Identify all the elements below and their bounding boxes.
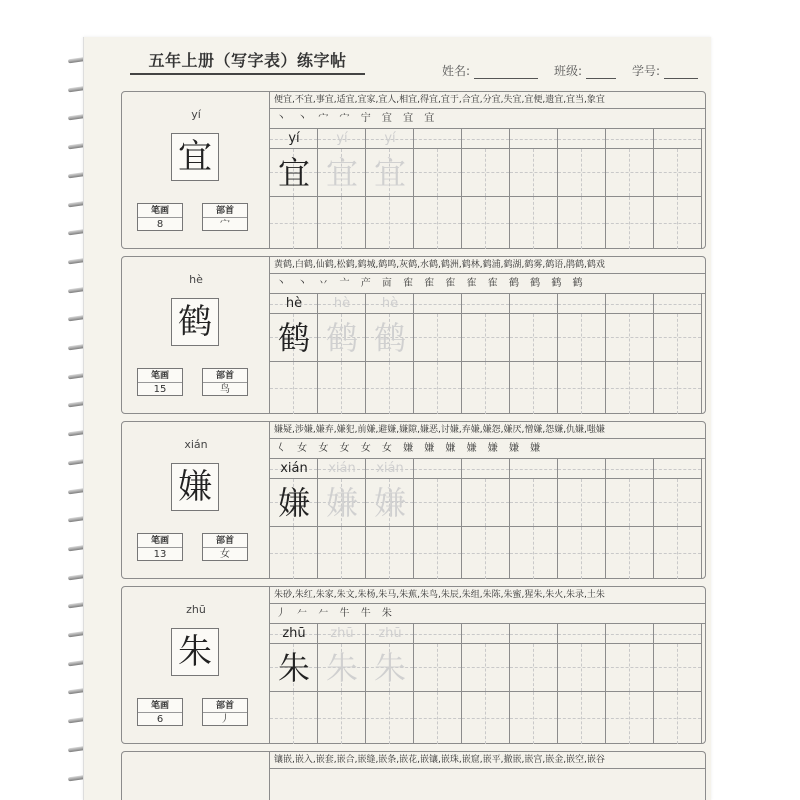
- model-character: 鹤: [171, 298, 219, 346]
- pinyin-cell[interactable]: [270, 624, 318, 644]
- character-trace: 嫌: [325, 484, 358, 522]
- writing-cell[interactable]: [366, 314, 414, 362]
- word-list: 便宜,不宜,事宜,适宜,宜家,宜人,相宜,得宜,宜于,合宜,分宜,失宜,宜便,遗宜,宜当,象宜: [270, 92, 706, 109]
- radical-label: 部首: [203, 204, 247, 218]
- student-id-label: 学号:: [632, 64, 661, 78]
- pinyin-cell[interactable]: [510, 294, 558, 314]
- writing-cell[interactable]: [558, 149, 606, 197]
- writing-cell[interactable]: [366, 197, 414, 249]
- stroke-count-box: [137, 368, 183, 396]
- pinyin-cell[interactable]: [462, 459, 510, 479]
- practice-grid: [270, 459, 706, 579]
- character-trace: 嫌: [373, 484, 406, 522]
- writing-cell[interactable]: [318, 149, 366, 197]
- writing-cell[interactable]: [462, 527, 510, 579]
- pinyin-cell[interactable]: [414, 129, 462, 149]
- word-list: 朱砂,朱红,朱家,朱文,朱杨,朱马,朱蕉,朱鸟,朱辰,朱组,朱陈,朱蜜,猩朱,朱火,朱录,土朱: [270, 587, 706, 604]
- writing-cell[interactable]: [366, 644, 414, 692]
- writing-cell[interactable]: [270, 314, 318, 362]
- writing-cell[interactable]: [318, 197, 366, 249]
- pinyin-cell[interactable]: [270, 294, 318, 314]
- character-trace: 鹤: [373, 319, 406, 357]
- writing-cell[interactable]: [270, 479, 318, 527]
- pinyin-trace: yí: [336, 131, 348, 146]
- pinyin-cell[interactable]: [366, 129, 414, 149]
- character-trace: 朱: [325, 649, 358, 687]
- writing-cell[interactable]: [606, 527, 654, 579]
- writing-cell[interactable]: [606, 362, 654, 414]
- stroke-count-value: 8: [156, 219, 164, 230]
- writing-cell[interactable]: [606, 479, 654, 527]
- writing-cell[interactable]: [318, 314, 366, 362]
- pinyin-cell[interactable]: [318, 459, 366, 479]
- pinyin-trace: zhū: [378, 626, 402, 641]
- pinyin-trace: xián: [328, 461, 356, 476]
- radical-value: 丿: [220, 714, 230, 725]
- writing-cell[interactable]: [558, 362, 606, 414]
- stroke-count-value: 13: [153, 549, 167, 560]
- character-pinyin: yí: [191, 108, 201, 121]
- writing-cell[interactable]: [606, 149, 654, 197]
- model-character: 嫌: [171, 463, 219, 511]
- character-info: [122, 92, 270, 248]
- writing-cell[interactable]: [606, 644, 654, 692]
- practice-area: [270, 752, 706, 800]
- writing-cell[interactable]: [414, 314, 462, 362]
- pinyin-trace: hè: [333, 296, 351, 311]
- stroke-count-label: 笔画: [138, 534, 182, 548]
- name-field[interactable]: [442, 62, 538, 79]
- pinyin-cell[interactable]: [462, 129, 510, 149]
- pinyin-cell[interactable]: [318, 624, 366, 644]
- writing-cell[interactable]: [414, 479, 462, 527]
- writing-cell[interactable]: [654, 644, 702, 692]
- stroke-order: 丶 丶 丷 亠 产 㐭 隺 隺 隺 隺 隺 鹤 鹤 鹤 鹤: [270, 274, 706, 294]
- writing-cell[interactable]: [414, 362, 462, 414]
- radical-box: [202, 698, 248, 726]
- writing-cell[interactable]: [318, 362, 366, 414]
- character-pinyin: xián: [184, 438, 208, 451]
- pinyin-cell[interactable]: [414, 294, 462, 314]
- pinyin-cell[interactable]: [654, 459, 702, 479]
- writing-cell[interactable]: [270, 362, 318, 414]
- page-header: [130, 48, 710, 82]
- pinyin-cell[interactable]: [558, 459, 606, 479]
- pinyin-cell[interactable]: [558, 129, 606, 149]
- writing-cell[interactable]: [510, 362, 558, 414]
- stroke-order: 𡿨 女 女 女 女 女 嫌 嫌 嫌 嫌 嫌 嫌 嫌: [270, 439, 706, 459]
- writing-cell[interactable]: [510, 527, 558, 579]
- class-blank[interactable]: [586, 67, 616, 79]
- writing-cell[interactable]: [654, 527, 702, 579]
- pinyin-cell[interactable]: [366, 294, 414, 314]
- pinyin-cell[interactable]: [558, 294, 606, 314]
- writing-cell[interactable]: [510, 149, 558, 197]
- radical-label: 部首: [203, 699, 247, 713]
- name-label: 姓名:: [442, 64, 471, 78]
- writing-cell[interactable]: [462, 692, 510, 744]
- pinyin-cell[interactable]: [414, 459, 462, 479]
- pinyin-cell[interactable]: [510, 624, 558, 644]
- pinyin-cell[interactable]: [606, 624, 654, 644]
- writing-cell[interactable]: [558, 479, 606, 527]
- pinyin-sample: hè: [285, 296, 303, 311]
- character-sample: 朱: [277, 649, 310, 687]
- writing-cell[interactable]: [318, 692, 366, 744]
- character-block: [121, 586, 706, 744]
- practice-area: [270, 92, 706, 248]
- character-trace: 宜: [325, 154, 358, 192]
- pinyin-cell[interactable]: [510, 459, 558, 479]
- writing-cell[interactable]: [462, 197, 510, 249]
- writing-cell[interactable]: [558, 527, 606, 579]
- practice-grid: [270, 129, 706, 249]
- radical-value: 女: [220, 549, 230, 560]
- writing-cell[interactable]: [270, 644, 318, 692]
- title-underline: [130, 73, 365, 75]
- word-list: 嫌疑,涉嫌,嫌弃,嫌犯,前嫌,避嫌,嫌隙,嫌恶,讨嫌,弃嫌,嫌怨,嫌厌,憎嫌,怨嫌,仇嫌,嗤嫌: [270, 422, 706, 439]
- character-block: [121, 256, 706, 414]
- stroke-order: 丿 𠂉 𠂉 牛 牛 朱: [270, 604, 706, 624]
- writing-cell[interactable]: [558, 197, 606, 249]
- pinyin-cell[interactable]: [318, 294, 366, 314]
- writing-cell[interactable]: [462, 362, 510, 414]
- radical-box: [202, 368, 248, 396]
- writing-cell[interactable]: [366, 692, 414, 744]
- student-id-field[interactable]: [632, 62, 698, 79]
- writing-cell[interactable]: [318, 644, 366, 692]
- character-pinyin: zhū: [186, 603, 206, 616]
- character-block: [121, 751, 706, 800]
- writing-cell[interactable]: [366, 362, 414, 414]
- writing-cell[interactable]: [606, 197, 654, 249]
- radical-box: [202, 203, 248, 231]
- stroke-order: 丶 丶 宀 宀 宁 宜 宜 宜: [270, 109, 706, 129]
- word-list: 镶嵌,嵌入,嵌套,嵌合,嵌缝,嵌条,嵌花,嵌镶,嵌珠,嵌窟,嵌平,撤嵌,嵌宫,嵌金,嵌空,嵌谷: [270, 752, 706, 769]
- pinyin-sample: zhū: [282, 626, 306, 641]
- character-info: [122, 587, 270, 743]
- radical-value: 宀: [220, 219, 230, 230]
- pinyin-cell[interactable]: [558, 624, 606, 644]
- page-title: 五年上册（写字表）练字帖: [148, 51, 347, 70]
- writing-cell[interactable]: [414, 197, 462, 249]
- writing-cell[interactable]: [462, 479, 510, 527]
- stroke-count-label: 笔画: [138, 204, 182, 218]
- pinyin-cell[interactable]: [462, 624, 510, 644]
- character-sample: 宜: [277, 154, 310, 192]
- writing-cell[interactable]: [558, 644, 606, 692]
- stroke-count-value: 15: [153, 384, 167, 395]
- practice-grid: [270, 624, 706, 744]
- name-blank[interactable]: [474, 67, 538, 79]
- class-field[interactable]: [554, 62, 616, 79]
- model-character: 宜: [171, 133, 219, 181]
- radical-box: [202, 533, 248, 561]
- stroke-count-value: 6: [156, 714, 164, 725]
- pinyin-trace: zhū: [330, 626, 354, 641]
- character-sample: 嫌: [277, 484, 310, 522]
- pinyin-cell[interactable]: [606, 294, 654, 314]
- word-list: 黄鹤,白鹤,仙鹤,松鹤,鹤城,鹤鸣,灰鹤,水鹤,鹤洲,鹤林,鹤浦,鹤湖,鹤雾,鹤语,鹃鹤,鹤戏: [270, 257, 706, 274]
- writing-cell[interactable]: [462, 644, 510, 692]
- pinyin-cell[interactable]: [270, 459, 318, 479]
- writing-cell[interactable]: [654, 692, 702, 744]
- character-info: [122, 752, 270, 800]
- character-sample: 鹤: [277, 319, 310, 357]
- pinyin-sample: xián: [280, 461, 308, 476]
- writing-cell[interactable]: [558, 314, 606, 362]
- stroke-count-box: [137, 698, 183, 726]
- writing-cell[interactable]: [654, 362, 702, 414]
- writing-cell[interactable]: [270, 692, 318, 744]
- pinyin-cell[interactable]: [510, 129, 558, 149]
- pinyin-cell[interactable]: [654, 624, 702, 644]
- writing-cell[interactable]: [318, 479, 366, 527]
- character-trace: 鹤: [325, 319, 358, 357]
- writing-cell[interactable]: [462, 149, 510, 197]
- writing-cell[interactable]: [462, 314, 510, 362]
- pinyin-cell[interactable]: [318, 129, 366, 149]
- writing-cell[interactable]: [654, 314, 702, 362]
- practice-area: [270, 587, 706, 743]
- writing-cell[interactable]: [510, 197, 558, 249]
- pinyin-cell[interactable]: [270, 129, 318, 149]
- student-id-blank[interactable]: [664, 67, 698, 79]
- practice-grid: [270, 294, 706, 414]
- writing-cell[interactable]: [654, 197, 702, 249]
- character-block: [121, 91, 706, 249]
- writing-cell[interactable]: [414, 692, 462, 744]
- stroke-count-label: 笔画: [138, 699, 182, 713]
- character-trace: 朱: [373, 649, 406, 687]
- writing-cell[interactable]: [414, 644, 462, 692]
- writing-cell[interactable]: [654, 479, 702, 527]
- pinyin-cell[interactable]: [366, 459, 414, 479]
- writing-cell[interactable]: [510, 479, 558, 527]
- writing-cell[interactable]: [606, 314, 654, 362]
- radical-value: 鸟: [220, 384, 230, 395]
- writing-cell[interactable]: [366, 527, 414, 579]
- writing-cell[interactable]: [606, 692, 654, 744]
- character-block: [121, 421, 706, 579]
- stroke-count-box: [137, 533, 183, 561]
- writing-cell[interactable]: [654, 149, 702, 197]
- character-info: [122, 422, 270, 578]
- practice-area: [270, 257, 706, 413]
- writing-cell[interactable]: [270, 527, 318, 579]
- stroke-count-box: [137, 203, 183, 231]
- writing-cell[interactable]: [366, 479, 414, 527]
- writing-cell[interactable]: [510, 314, 558, 362]
- pinyin-trace: hè: [381, 296, 399, 311]
- character-pinyin: hè: [189, 273, 203, 286]
- pinyin-cell[interactable]: [414, 624, 462, 644]
- pinyin-cell[interactable]: [654, 294, 702, 314]
- class-label: 班级:: [554, 64, 583, 78]
- pinyin-cell[interactable]: [606, 459, 654, 479]
- writing-cell[interactable]: [414, 527, 462, 579]
- model-character: 朱: [171, 628, 219, 676]
- stroke-count-label: 笔画: [138, 369, 182, 383]
- writing-cell[interactable]: [414, 149, 462, 197]
- writing-cell[interactable]: [366, 149, 414, 197]
- character-info: [122, 257, 270, 413]
- writing-cell[interactable]: [510, 644, 558, 692]
- pinyin-trace: xián: [376, 461, 404, 476]
- writing-cell[interactable]: [558, 692, 606, 744]
- pinyin-cell[interactable]: [654, 129, 702, 149]
- writing-cell[interactable]: [270, 197, 318, 249]
- character-trace: 宜: [373, 154, 406, 192]
- writing-cell[interactable]: [270, 149, 318, 197]
- practice-area: [270, 422, 706, 578]
- radical-label: 部首: [203, 534, 247, 548]
- writing-cell[interactable]: [510, 692, 558, 744]
- pinyin-cell[interactable]: [366, 624, 414, 644]
- pinyin-cell[interactable]: [606, 129, 654, 149]
- pinyin-sample: yí: [288, 131, 300, 146]
- writing-cell[interactable]: [318, 527, 366, 579]
- radical-label: 部首: [203, 369, 247, 383]
- pinyin-cell[interactable]: [462, 294, 510, 314]
- pinyin-trace: yí: [384, 131, 396, 146]
